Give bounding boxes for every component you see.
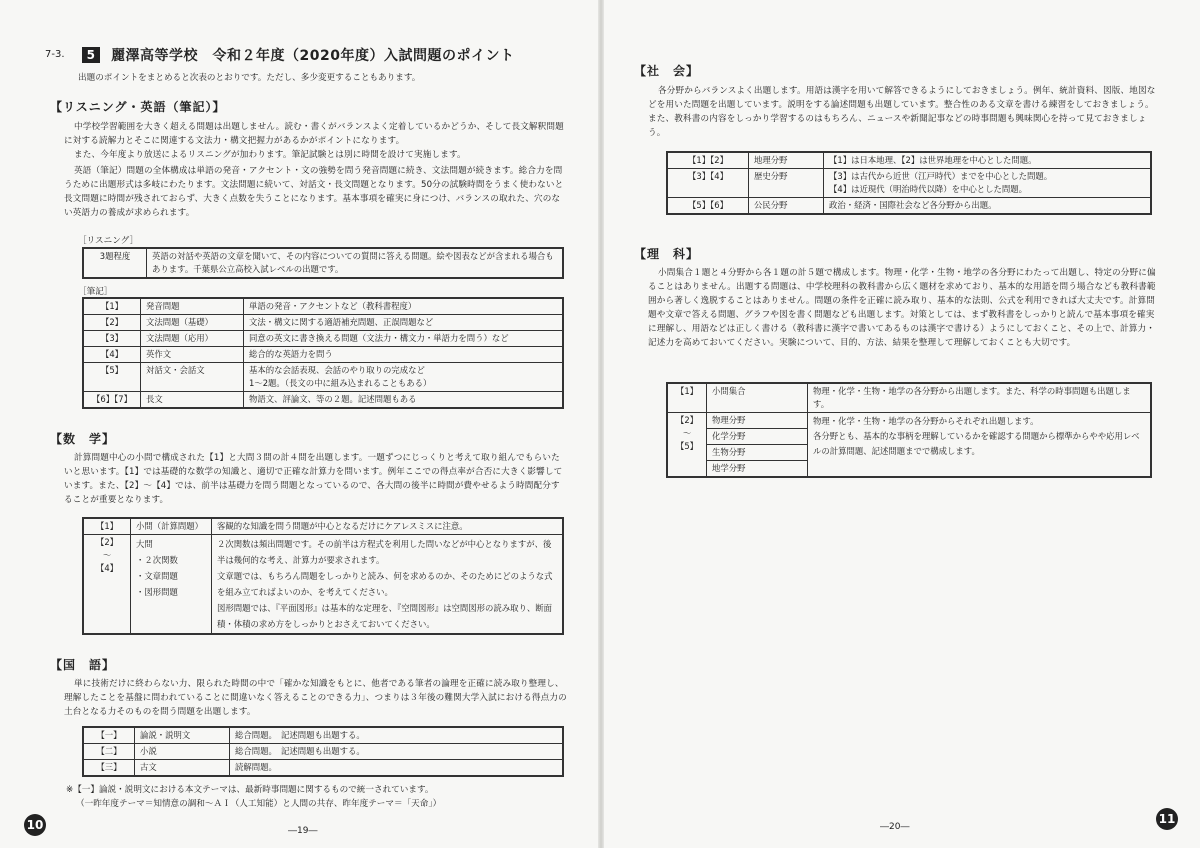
question-desc-cell: 総合的な英語力を問う — [244, 347, 564, 363]
science-row1-type: 小問集合 — [707, 383, 808, 413]
math-row1-desc: 客観的な知識を問う問題が中心となるだけにケアレスミスに注意。 — [212, 518, 564, 535]
table-row — [83, 331, 563, 347]
table-row — [667, 413, 1151, 478]
table-row — [667, 169, 1151, 198]
listening-table — [82, 247, 564, 279]
social-heading: 【社 会】 — [634, 64, 700, 78]
field-physics: 物理分野 — [707, 413, 807, 429]
question-desc-cell: 文法・構文に関する適語補充問題、正誤問題など — [244, 315, 564, 331]
math-heading: 【数 学】 — [50, 432, 116, 446]
table-row — [83, 392, 563, 409]
page-number: ―20― — [880, 822, 910, 832]
science-row1-num: 【1】 — [667, 383, 707, 413]
english-paragraph-3: 英語（筆記）問題の全体構成は単語の発音・アクセント・文の強勢を問う発音問題に続き、文法問題が続きます。総合力を問うために出題形式は多岐にわたります。文法問題に続いて、対話文・長文問題となります。50分の試験時間をうまく使わないと長文問題に時間が残されておらず、大きく点数を失うことになります。基本事項を確実に身につけ、バランスの取れた、穴のない英語力の養成が求められます。 — [64, 166, 564, 218]
listening-label: ［リスニング］ — [78, 236, 139, 246]
field-biology: 生物分野 — [707, 445, 807, 461]
math-row2-num: 【2】 ～ 【4】 — [83, 535, 131, 635]
table-row — [83, 727, 563, 744]
science-fields-cell — [707, 413, 808, 478]
question-desc-cell: 総合問題。 記述問題も出題する。 — [230, 727, 564, 744]
listening-count-cell: 3題程度 — [83, 248, 147, 278]
social-table — [666, 151, 1152, 215]
math-paragraph: 計算問題中心の小問で構成された【1】と大問３問の計４問を出題します。一題ずつにじっくりと考えて取り組んでもらいたいと思います。【1】では基礎的な数学の知識と、適切で正確な計算力を問います。例年ここでの得点率が合否に大きく影響しています。また、【2】～【4】では、前半は基礎力を問う問題となっているので、各大問の後半に時間が費やせるよう時間配分することが重要となります。 — [64, 453, 563, 505]
intro-text: 出題のポイントをまとめると次表のとおりです。ただし、多少変更することもあります。 — [78, 73, 421, 83]
field-cell: 歴史分野 — [749, 169, 824, 198]
science-row1-desc: 物理・化学・生物・地学の各分野から出題します。また、科学の時事問題も出題します。 — [808, 383, 1152, 413]
table-row — [83, 535, 563, 635]
science-table — [666, 382, 1152, 478]
table-row — [83, 347, 563, 363]
math-table — [82, 517, 564, 635]
question-type-cell: 発音問題 — [141, 298, 244, 315]
question-desc-cell: 【1】は日本地理、【2】は世界地理を中心とした問題。 — [824, 152, 1152, 169]
left-page — [0, 0, 598, 848]
social-paragraph: 各分野からバランスよく出題します。用語は漢字を用いて解答できるようにしておきましょう。例年、統計資料、図版、地図などを用いた問題を出題しています。説明をする論述問題も出題しています。整合性のある文章を書ける練習をしておきましょう。また、教科書の内容をしっかり学習するのはもちろん、ニュースや新聞記事などの時事問題も興味関心を持って見ておきましょう。 — [648, 86, 1156, 138]
field-earth-science: 地学分野 — [712, 463, 746, 473]
question-type-cell: 古文 — [135, 760, 230, 777]
field-cell: 公民分野 — [749, 198, 824, 215]
question-desc-cell: 政治・経済・国際社会など各分野から出題。 — [824, 198, 1152, 215]
question-desc-cell: 【3】は古代から近世（江戸時代）までを中心とした問題。 【4】は近現代（明治時代以降）を中心とした問題。 — [824, 169, 1152, 198]
page-title: 麗澤高等学校 令和２年度（2020年度）入試問題のポイント — [111, 47, 515, 64]
table-row — [83, 248, 563, 278]
question-number-cell: 【6】【7】 — [83, 392, 141, 409]
section-number-badge: 5 — [82, 47, 100, 63]
field-cell: 地理分野 — [749, 152, 824, 169]
table-row — [667, 383, 1151, 413]
question-type-cell: 文法問題（基礎） — [141, 315, 244, 331]
question-number-cell: 【3】【4】 — [667, 169, 749, 198]
table-row — [667, 198, 1151, 215]
question-number-cell: 【1】【2】 — [667, 152, 749, 169]
question-number-cell: 【2】 — [83, 315, 141, 331]
math-row1-num: 【1】 — [83, 518, 131, 535]
page-circle-number: 10 — [24, 814, 46, 836]
science-row2-num: 【2】 ～ 【5】 — [667, 413, 707, 478]
question-desc-cell: 物語文、評論文、等の２題。記述問題もある — [244, 392, 564, 409]
question-number-cell: 【1】 — [83, 298, 141, 315]
question-type-cell: 英作文 — [141, 347, 244, 363]
english-paragraph-2: また、今年度より放送によるリスニングが加わります。筆記試験とは別に時間を設けて実施します。 — [74, 150, 466, 160]
question-number-cell: 【三】 — [83, 760, 135, 777]
japanese-heading: 【国 語】 — [50, 658, 116, 672]
japanese-note-1: ※【一】論説・説明文における本文テーマは、最新時事問題に関するもので統一されています。 — [66, 785, 434, 795]
question-type-cell: 長文 — [141, 392, 244, 409]
japanese-paragraph: 単に技術だけに終わらない力、限られた時間の中で「確かな知識をもとに、他者である筆者の論理を正確に読み取り整理し、理解したことを基盤に問われていることに間違いなく答えることのできる力」、つまりは３年後の難関大学入試における得点力の土台となる力そのものを問う問題を出題します。 — [64, 679, 567, 717]
table-row — [667, 152, 1151, 169]
question-number-cell: 【4】 — [83, 347, 141, 363]
japanese-table — [82, 726, 564, 777]
table-row — [83, 518, 563, 535]
question-desc-cell: 総合問題。 記述問題も出題する。 — [230, 744, 564, 760]
question-type-cell: 論説・説明文 — [135, 727, 230, 744]
question-type-cell: 文法問題（応用） — [141, 331, 244, 347]
japanese-note-2: （一昨年度テーマ＝知情意の調和～ＡＩ（人工知能）と人間の共存、昨年度テーマ＝「天命」） — [76, 799, 442, 809]
section-ref: 7-3. — [45, 48, 65, 60]
english-paragraph-1: 中学校学習範囲を大きく超える問題は出題しません。読む・書くがバランスよく定着しているかどうか、そして長文解釈問題に対する読解力とそこに関連する文法力・構文把握力があるかがポイントになります。 — [64, 122, 564, 146]
question-number-cell: 【一】 — [83, 727, 135, 744]
table-row — [83, 315, 563, 331]
math-row1-type: 小問（計算問題） — [131, 518, 212, 535]
question-number-cell: 【3】 — [83, 331, 141, 347]
written-label: ［筆記］ — [78, 287, 113, 297]
table-row — [83, 744, 563, 760]
right-page — [604, 0, 1200, 848]
math-row2-desc: ２次関数は頻出問題です。その前半は方程式を利用した問いなどが中心となりますが、後半は幾何的な考え、計算力が要求されます。 文章題では、もちろん問題をしっかりと読み、何を求めるのか、そのためにどのような式を組み立てればよいのか、を考えてください。 図形問題では、『平面図形』は基本的な定理を、『空間図形』は空間図形の読み取り、断面積・体積の求め方をしっかりとおさえておいてください。 — [212, 535, 564, 635]
listening-desc-cell: 英語の対話や英語の文章を聞いて、その内容についての質問に答える問題。絵や図表などが含まれる場合もあります。千葉県公立高校入試レベルの出題です。 — [147, 248, 564, 278]
english-heading: 【リスニング・英語（筆記）】 — [50, 100, 226, 114]
question-number-cell: 【二】 — [83, 744, 135, 760]
question-desc-cell: 基本的な会話表現、会話のやり取りの完成など 1～2題。（長文の中に組み込まれることもある） — [244, 363, 564, 392]
science-row2-desc: 物理・化学・生物・地学の各分野からそれぞれ出題します。 各分野とも、基本的な事柄を理解しているかを確認する問題から標準からやや応用レベルの計算問題、記述問題までで構成します。 — [808, 413, 1152, 478]
math-row2-type: 大問 ・２次関数 ・文章問題 ・図形問題 — [131, 535, 212, 635]
question-desc-cell: 読解問題。 — [230, 760, 564, 777]
science-paragraph: 小問集合１題と４分野から各１題の計５題で構成します。物理・化学・生物・地学の各分野にわたって出題し、特定の分野に偏ることはありません。出題する問題は、中学校理科の教科書から広く題材を求めており、基本的な用語を問う場合なども教科書範囲から著しく逸脱することはありません。問題の条件を正確に読み取り、基本的な法則、公式を利用できれば大丈夫です。計算問題や文章で答える問題、グラフや図を書く問題なども出題します。対策としては、まず教科書をしっかりと読んで基本事項を確実に理解し、用語などは正しく書ける（教科書に漢字で書いてあるものは漢字で書ける）ようにしておくこと、その上で、計算力・記述力を高めておいてください。実験について、目的、方法、結果を整理して理解しておくことも大切です。 — [648, 268, 1156, 348]
page-number: ―19― — [288, 826, 318, 836]
written-table — [82, 297, 564, 409]
question-desc-cell: 同意の英文に書き換える問題（文法力・構文力・単語力を問う）など — [244, 331, 564, 347]
page-circle-number: 11 — [1156, 808, 1178, 830]
question-type-cell: 対話文・会話文 — [141, 363, 244, 392]
question-number-cell: 【5】【6】 — [667, 198, 749, 215]
science-heading: 【理 科】 — [634, 247, 700, 261]
table-row — [83, 760, 563, 777]
question-type-cell: 小説 — [135, 744, 230, 760]
question-desc-cell: 単語の発音・アクセントなど（教科書程度） — [244, 298, 564, 315]
page-header — [45, 44, 515, 65]
table-row — [83, 298, 563, 315]
question-number-cell: 【5】 — [83, 363, 141, 392]
table-row — [83, 363, 563, 392]
field-chemistry: 化学分野 — [707, 429, 807, 445]
